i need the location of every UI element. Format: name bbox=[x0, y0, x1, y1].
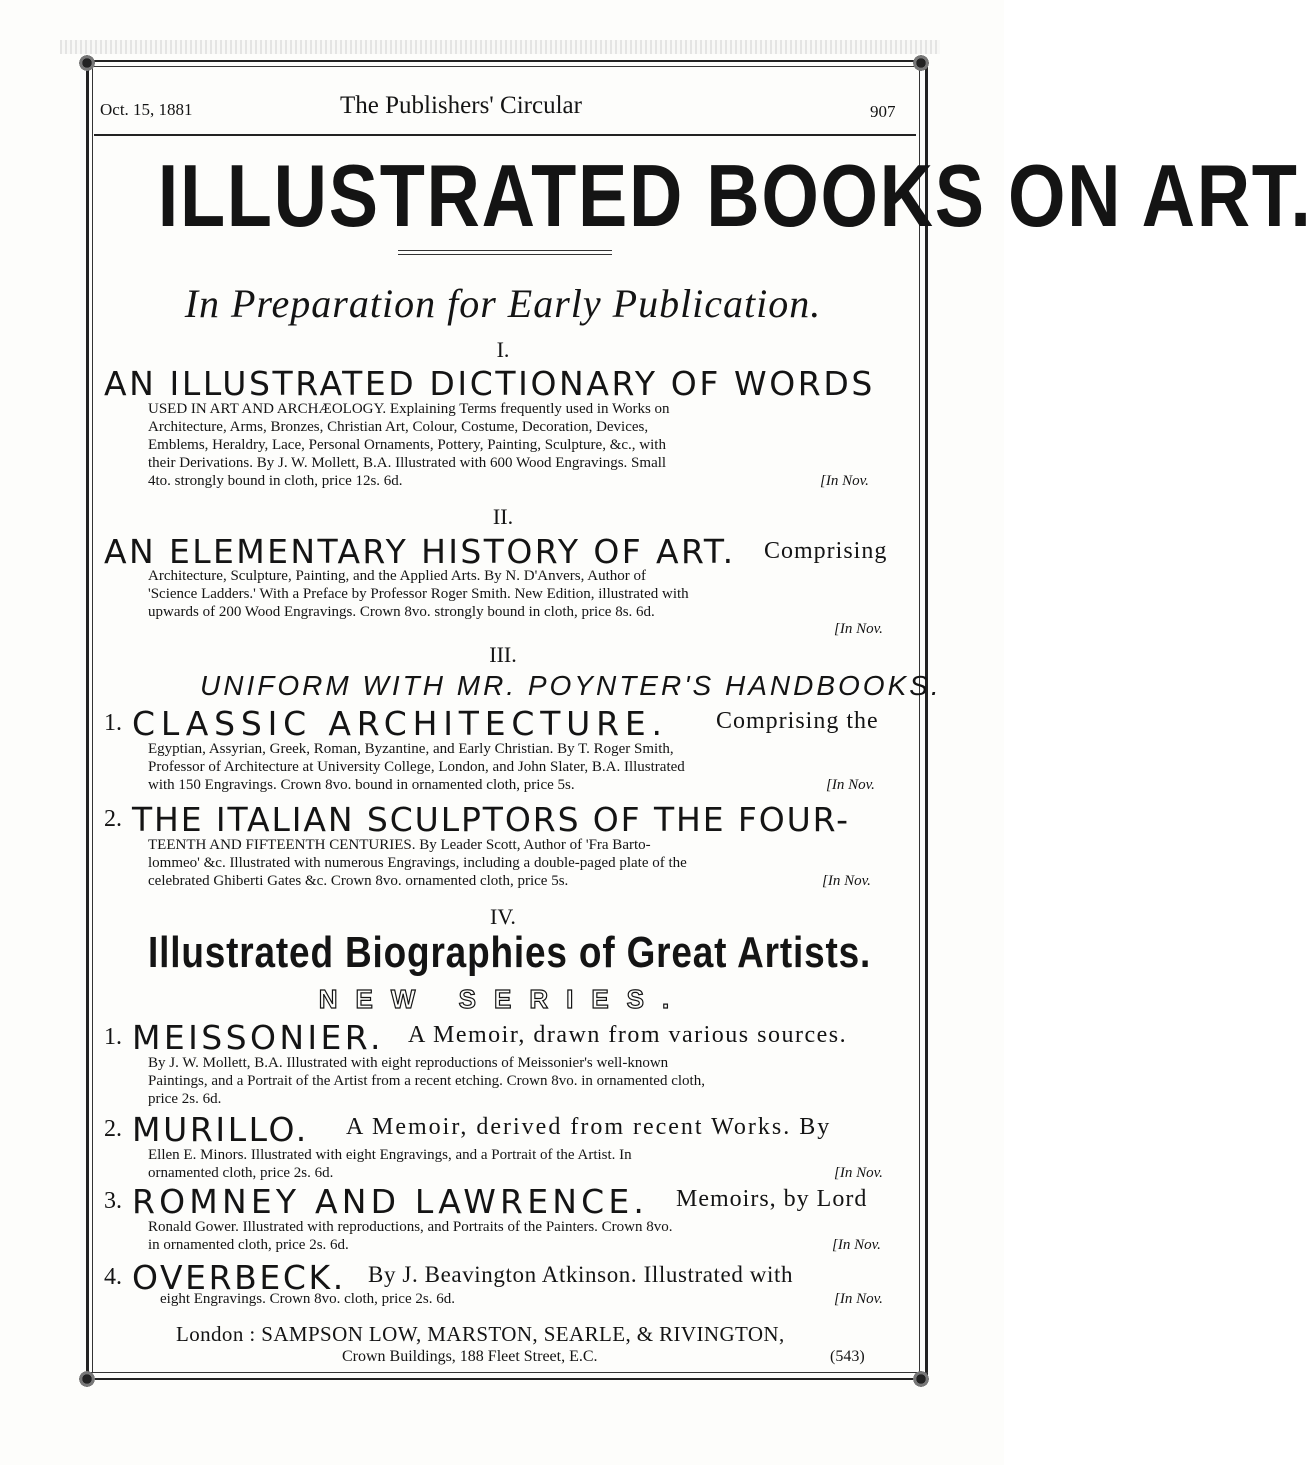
item-number: 1. bbox=[104, 1024, 122, 1050]
murillo-description bbox=[148, 1146, 894, 1182]
overbeck-title: OVERBECK. bbox=[132, 1258, 346, 1297]
item-number: 1. bbox=[104, 710, 122, 736]
numeral-ii: II. bbox=[492, 504, 514, 529]
section-ii-description bbox=[148, 567, 894, 621]
overbeck-description bbox=[160, 1290, 894, 1308]
italian-sculptors-title: THE ITALIAN SCULPTORS OF THE FOUR- bbox=[132, 800, 850, 839]
section-i-description bbox=[148, 400, 894, 490]
section-ii-title: AN ELEMENTARY HISTORY OF ART. bbox=[104, 532, 736, 571]
desc-line: Paintings, and a Portrait of the Artist from a recent etching. Crown 8vo. in ornamented cloth, bbox=[148, 1073, 705, 1089]
desc-line: eight Engravings. Crown 8vo. cloth, price 2s. 6d. bbox=[160, 1291, 455, 1307]
header-date: Oct. 15, 1881 bbox=[100, 100, 193, 119]
desc-line: in ornamented cloth, price 2s. 6d. bbox=[148, 1237, 349, 1253]
italian-sculptors-status: [In Nov. bbox=[822, 873, 871, 889]
item-number: 4. bbox=[104, 1264, 122, 1290]
desc-line: Ronald Gower. Illustrated with reproductions, and Portraits of the Painters. Crown 8vo. bbox=[148, 1219, 673, 1235]
journal-title: The Publishers' Circular bbox=[340, 92, 582, 119]
desc-line: 4to. strongly bound in cloth, price 12s. 6d. bbox=[148, 473, 403, 489]
footer-address: Crown Buildings, 188 Fleet Street, E.C. bbox=[342, 1348, 598, 1365]
page-number: 907 bbox=[870, 102, 896, 121]
title-divider bbox=[398, 250, 612, 255]
classic-architecture-description bbox=[148, 740, 894, 794]
overbeck-title-tail: By J. Beavington Atkinson. Illustrated with bbox=[368, 1262, 794, 1287]
corner-ornament-top-left bbox=[76, 52, 98, 74]
desc-line: Egyptian, Assyrian, Greek, Roman, Byzantine, and Early Christian. By T. Roger Smith, bbox=[148, 741, 674, 757]
meissonier-description bbox=[148, 1054, 894, 1108]
corner-ornament-bottom-right bbox=[910, 1368, 932, 1390]
section-iv-heading: Illustrated Biographies of Great Artists. bbox=[148, 928, 872, 977]
desc-line: upwards of 200 Wood Engravings. Crown 8vo. strongly bound in cloth, price 8s. 6d. bbox=[148, 604, 655, 620]
item-number: 3. bbox=[104, 1188, 122, 1214]
numeral-iv: IV. bbox=[490, 904, 516, 929]
footer-code: (543) bbox=[830, 1348, 865, 1365]
bottom-rule bbox=[86, 1378, 928, 1380]
bottom-rule-inner bbox=[86, 1372, 928, 1373]
classic-architecture-title: CLASSIC ARCHITECTURE. bbox=[132, 704, 668, 743]
numeral-iii: III. bbox=[489, 642, 517, 667]
numeral-i: I. bbox=[496, 337, 510, 362]
desc-line: with 150 Engravings. Crown 8vo. bound in ornamented cloth, price 5s. bbox=[148, 777, 575, 793]
top-rule bbox=[86, 60, 928, 62]
section-iii-heading: UNIFORM WITH MR. POYNTER'S HANDBOOKS. bbox=[200, 670, 942, 701]
page-top-smudge bbox=[60, 40, 940, 54]
desc-line: price 2s. 6d. bbox=[148, 1091, 222, 1107]
new-series-label: NEW SERIES. bbox=[318, 984, 688, 1014]
subtitle: In Preparation for Early Publication. bbox=[184, 281, 822, 326]
section-ii-status: [In Nov. bbox=[834, 621, 883, 637]
romney-lawrence-description bbox=[148, 1218, 894, 1254]
desc-line: their Derivations. By J. W. Mollett, B.A. Illustrated with 600 Wood Engravings. Small bbox=[148, 455, 667, 471]
desc-line: Professor of Architecture at University College, London, and John Slater, B.A. Illustrated bbox=[148, 759, 685, 775]
desc-line: Architecture, Arms, Bronzes, Christian Art, Colour, Costume, Decoration, Devices, bbox=[148, 419, 649, 435]
main-title: ILLUSTRATED BOOKS ON ART. bbox=[157, 146, 1313, 245]
italian-sculptors-description bbox=[148, 836, 894, 890]
desc-line: Emblems, Heraldry, Lace, Personal Ornaments, Pottery, Painting, Sculpture, &c., with bbox=[148, 437, 666, 453]
romney-lawrence-title-tail: Memoirs, by Lord bbox=[676, 1186, 868, 1212]
meissonier-title-tail: A Memoir, drawn from various sources. bbox=[408, 1022, 848, 1048]
top-rule-inner bbox=[86, 66, 928, 67]
meissonier-title: MEISSONIER. bbox=[132, 1018, 384, 1057]
romney-lawrence-status: [In Nov. bbox=[832, 1237, 881, 1253]
corner-ornament-bottom-left bbox=[76, 1368, 98, 1390]
desc-line: By J. W. Mollett, B.A. Illustrated with eight reproductions of Meissonier's well-known bbox=[148, 1055, 669, 1071]
overbeck-status: [In Nov. bbox=[834, 1291, 883, 1307]
desc-line: 'Science Ladders.' With a Preface by Professor Roger Smith. New Edition, illustrated with bbox=[148, 586, 689, 602]
section-i-title: AN ILLUSTRATED DICTIONARY OF WORDS bbox=[104, 364, 875, 403]
desc-line: TEENTH AND FIFTEENTH CENTURIES. By Leader Scott, Author of 'Fra Barto- bbox=[148, 837, 651, 853]
murillo-title: MURILLO. bbox=[132, 1110, 309, 1149]
section-i-status: [In Nov. bbox=[820, 473, 869, 489]
murillo-status: [In Nov. bbox=[834, 1165, 883, 1181]
murillo-title-tail: A Memoir, derived from recent Works. By bbox=[346, 1114, 832, 1140]
desc-line: lommeo' &c. Illustrated with numerous Engravings, including a double-paged plate of the bbox=[148, 855, 687, 871]
desc-line: celebrated Ghiberti Gates &c. Crown 8vo. ornamented cloth, price 5s. bbox=[148, 873, 569, 889]
item-number: 2. bbox=[104, 1116, 122, 1142]
footer-publisher: London : SAMPSON LOW, MARSTON, SEARLE, & RIVINGTON, bbox=[176, 1322, 785, 1346]
romney-lawrence-title: ROMNEY AND LAWRENCE. bbox=[132, 1182, 649, 1221]
item-number: 2. bbox=[104, 806, 122, 832]
section-ii-title-tail: Comprising bbox=[764, 538, 888, 564]
desc-line: ornamented cloth, price 2s. 6d. bbox=[148, 1165, 334, 1181]
header-rule bbox=[94, 134, 916, 136]
desc-line: Architecture, Sculpture, Painting, and the Applied Arts. By N. D'Anvers, Author of bbox=[148, 568, 647, 584]
desc-line: USED IN ART AND ARCHÆOLOGY. Explaining Terms frequently used in Works on bbox=[148, 401, 670, 417]
corner-ornament-top-right bbox=[910, 52, 932, 74]
classic-architecture-title-tail: Comprising the bbox=[716, 708, 879, 734]
classic-architecture-status: [In Nov. bbox=[826, 777, 875, 793]
desc-line: Ellen E. Minors. Illustrated with eight Engravings, and a Portrait of the Artist. In bbox=[148, 1147, 632, 1163]
